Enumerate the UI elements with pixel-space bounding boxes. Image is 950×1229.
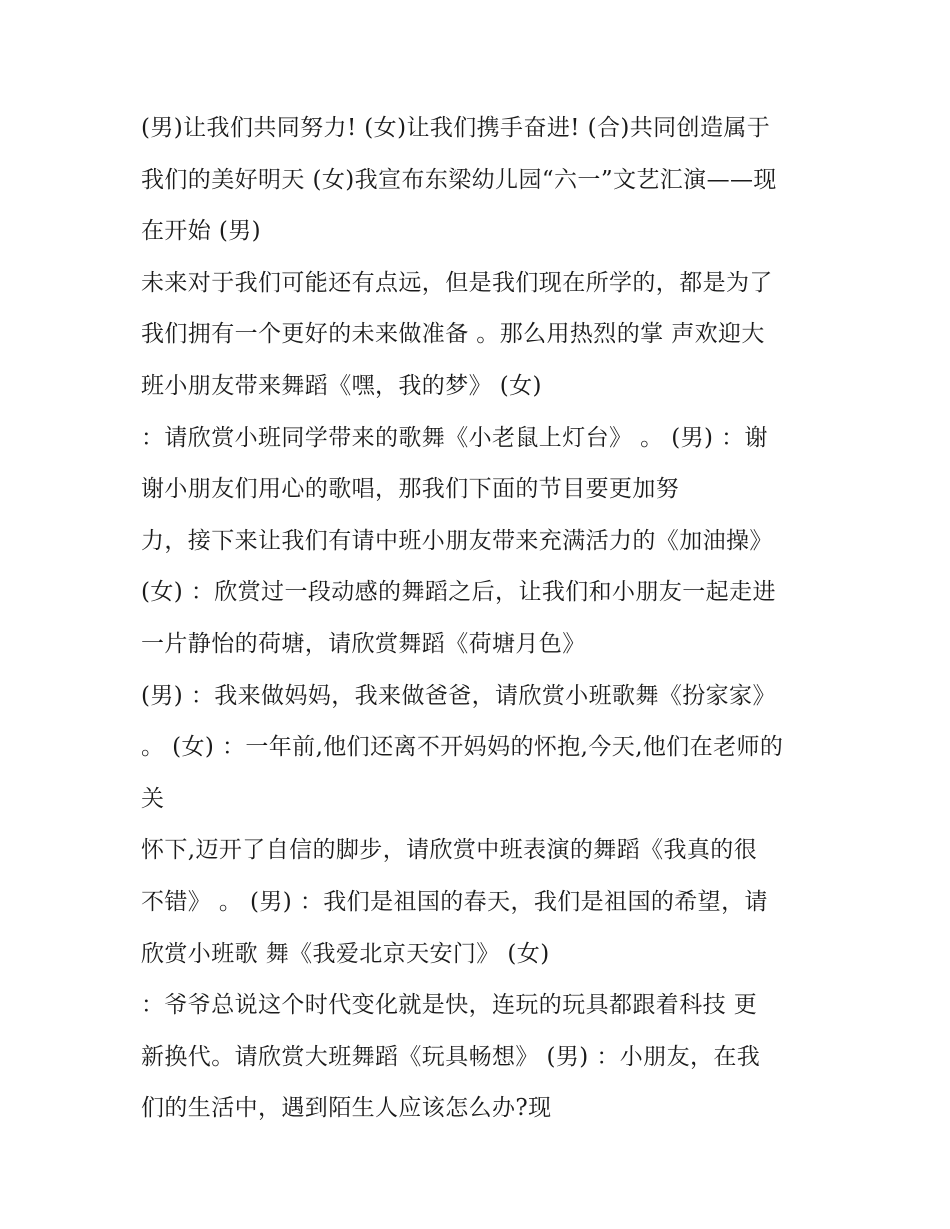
text-line: 力，接下来让我们有请中班小朋友带来充满活力的《加油操》 (141, 527, 773, 554)
text-line: 们的生活中，遇到陌生人应该怎么办?现 (141, 1095, 552, 1122)
text-line: 谢小朋友们用心的歌唱，那我们下面的节目要更加努 (141, 476, 680, 503)
text-line: 。 (女) ：一年前,他们还离不开妈妈的怀抱,今天,他们在老师的 (141, 734, 784, 761)
text-line: 我们的美好明天 (女)我宣布东梁幼儿园“六一”文艺汇演——现 (141, 166, 777, 193)
text-line: 新换代。请欣赏大班舞蹈《玩具畅想》 (男) ：小朋友，在我 (141, 1043, 761, 1070)
text-line: (男) ：我来做妈妈，我来做爸爸，请欣赏小班歌舞《扮家家》 (141, 682, 776, 709)
text-line: (女) ：欣赏过一段动感的舞蹈之后，让我们和小朋友一起走进 (141, 579, 776, 606)
text-line: ：爷爷总说这个时代变化就是快，连玩的玩具都跟着科技 更 (141, 992, 758, 1019)
text-line: 我们拥有一个更好的未来做准备 。那么用热烈的掌 声欢迎大 (141, 321, 765, 348)
text-line: 不错》 。 (男) ：我们是祖国的春天，我们是祖国的希望，请 (141, 888, 768, 915)
text-line: (男)让我们共同努力! (女)让我们携手奋进! (合)共同创造属于 (141, 115, 771, 141)
text-line: 怀下,迈开了自信的脚步，请欣赏中班表演的舞蹈《我真的很 (141, 837, 758, 864)
text-line: 关 (141, 785, 165, 812)
body-text (141, 103, 821, 1135)
text-line: 一片静怡的荷塘，请欣赏舞蹈《荷塘月色》 (141, 630, 586, 657)
text-line: 班小朋友带来舞蹈《嘿，我的梦》 (女) (141, 372, 542, 399)
text-line: ：请欣赏小班同学带来的歌舞《小老鼠上灯台》 。 (男) ：谢 (141, 424, 768, 451)
text-line: 未来对于我们可能还有点远，但是我们现在所学的，都是为了 (141, 269, 773, 296)
text-line: 欣赏小班歌 舞《我爱北京天安门》 (女) (141, 940, 550, 967)
text-line: 在开始 (男) (141, 218, 262, 245)
